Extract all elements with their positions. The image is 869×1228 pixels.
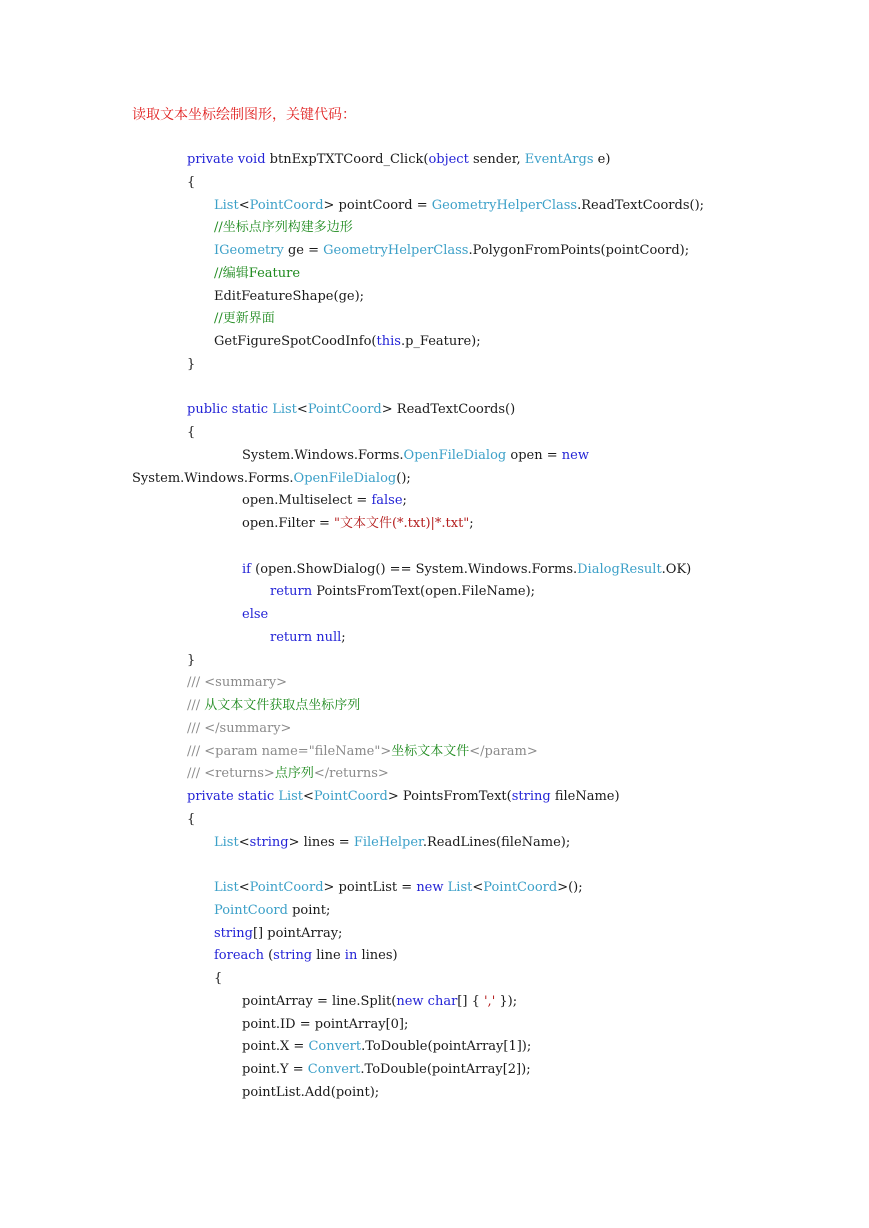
code-token: point; (287, 902, 331, 918)
code-token: pointArray = line.Split( (242, 993, 397, 1009)
code-token: return (270, 629, 313, 645)
code-token: < (238, 880, 250, 895)
code-token: .ToDouble(pointArray[2]); (360, 1062, 531, 1077)
code-line (214, 287, 364, 307)
code-token: string (249, 834, 289, 850)
code-token: System.Windows.Forms. (132, 470, 294, 486)
code-token: point.Y = (242, 1062, 308, 1077)
code-token: /// <param name="fileName"> (187, 743, 392, 759)
code-token: [] pointArray; (252, 925, 343, 941)
code-token: point.X = (242, 1039, 309, 1055)
code-line (242, 446, 589, 466)
code-line (214, 241, 689, 261)
code-token: private (187, 789, 234, 804)
code-token: .OK) (661, 561, 692, 577)
code-token: 从文本文件获取点坐标序列 (204, 698, 361, 713)
code-token: IGeometry (214, 243, 284, 258)
code-line (214, 901, 330, 921)
code-token: PointCoord (214, 902, 288, 918)
code-line (214, 264, 300, 284)
code-token: "文本文件(*.txt)|*.txt" (333, 516, 470, 531)
code-token: public (187, 402, 228, 418)
code-token: List (272, 402, 297, 418)
code-line (242, 1060, 531, 1080)
code-token: string (273, 948, 313, 964)
code-token: static (237, 789, 275, 804)
code-token: </returns> (313, 766, 389, 782)
code-token: PointCoord (307, 402, 382, 418)
code-token: lines) (357, 948, 398, 964)
code-token: < (296, 402, 308, 418)
code-line (214, 946, 398, 966)
code-token: open.Filter = (242, 516, 334, 531)
code-line (187, 423, 195, 443)
code-token: System.Windows.Forms. (242, 447, 404, 463)
code-line (214, 309, 275, 329)
code-line (187, 150, 610, 170)
code-line (214, 218, 353, 238)
code-line (214, 196, 704, 216)
code-token: string (214, 925, 253, 941)
code-token: OpenFileDialog (293, 470, 397, 486)
code-token: List (214, 834, 239, 850)
code-token: </param> (469, 743, 538, 759)
code-token: PointCoord (483, 880, 558, 895)
code-token: FileHelper (353, 834, 423, 850)
code-line (242, 514, 474, 534)
code-token: e) (593, 152, 611, 167)
code-token: new (561, 447, 589, 463)
code-token: static (231, 402, 269, 418)
code-token: ( (263, 948, 274, 964)
code-line (242, 605, 268, 625)
code-token: GetFigureSpotCoodInfo( (214, 334, 377, 349)
code-token: private (187, 152, 234, 167)
code-token: 坐标文本文件 (391, 743, 470, 759)
code-line (242, 1015, 408, 1035)
code-token: } (187, 356, 196, 372)
code-token: PointCoord (313, 789, 388, 804)
section-heading: 读取文本坐标绘制图形，关键代码： (132, 107, 356, 123)
code-token: new (396, 993, 424, 1009)
code-token: OpenFileDialog (403, 447, 507, 463)
code-token: < (238, 834, 250, 850)
code-token: < (472, 880, 484, 895)
code-token: ; (402, 493, 407, 509)
code-token: /// <returns> (187, 766, 275, 782)
code-line (214, 833, 570, 853)
code-line (187, 673, 287, 693)
code-token: open.Multiselect = (242, 493, 372, 509)
code-token: { (187, 811, 196, 827)
code-line (132, 469, 411, 489)
code-line (242, 992, 517, 1012)
code-token: return (270, 584, 313, 600)
code-token: } (187, 652, 196, 668)
code-token: open = (506, 447, 562, 463)
code-line (187, 719, 291, 739)
code-line (187, 787, 620, 807)
code-token: < (238, 197, 250, 213)
code-token: < (303, 789, 314, 804)
code-line (214, 969, 222, 989)
code-token: .ToDouble(pointArray[1]); (361, 1039, 532, 1055)
code-line (187, 810, 195, 830)
code-line (187, 742, 538, 762)
code-line (187, 355, 195, 375)
code-token: //坐标点序列构建多边形 (214, 220, 353, 236)
code-token: ge = (283, 243, 324, 258)
code-token: > lines = (288, 834, 354, 850)
code-token: /// </summary> (187, 720, 292, 736)
code-token: new (416, 880, 444, 895)
code-token: { (214, 971, 223, 986)
code-line (214, 924, 342, 944)
code-token: char (427, 993, 458, 1009)
code-token: DialogResult (577, 561, 662, 577)
code-token: //更新界面 (214, 311, 275, 327)
code-token: false (371, 493, 403, 509)
code-token: ; (341, 629, 346, 645)
code-token: 点序列 (274, 766, 314, 782)
code-token: point.ID = pointArray[0]; (242, 1016, 409, 1032)
code-token: .PolygonFromPoints(pointCoord); (468, 243, 690, 258)
code-token: EventArgs (524, 152, 594, 167)
code-token: PointCoord (249, 880, 324, 895)
code-line (242, 1037, 531, 1057)
code-line (270, 582, 535, 602)
code-token: /// (187, 698, 205, 713)
code-token: btnExpTXTCoord_Click( (265, 152, 429, 167)
code-token: fileName) (550, 789, 620, 804)
code-token: [] { (457, 993, 484, 1009)
code-token: if (242, 561, 251, 577)
code-token: List (214, 197, 239, 213)
code-token: sender, (468, 152, 525, 167)
code-token: > ReadTextCoords() (381, 402, 516, 418)
code-line (187, 173, 195, 193)
code-token: List (447, 880, 473, 895)
code-token: foreach (214, 948, 264, 964)
code-token: >(); (557, 880, 583, 895)
code-token: PointCoord (249, 197, 324, 213)
code-token: .p_Feature); (400, 334, 481, 349)
code-token: { (187, 425, 196, 440)
code-token: > pointList = (323, 880, 417, 895)
code-line (270, 628, 346, 648)
code-token: this (376, 334, 401, 349)
code-line (242, 491, 407, 511)
code-token: .ReadLines(fileName); (422, 834, 571, 850)
code-token: string (511, 789, 551, 804)
code-token: void (237, 152, 266, 167)
code-token: }); (495, 993, 518, 1009)
code-line (187, 651, 195, 671)
code-token: > pointCoord = (323, 197, 432, 213)
code-token: EditFeatureShape(ge); (214, 288, 365, 304)
code-token: ',' (483, 993, 496, 1009)
code-token: List (214, 880, 239, 895)
code-token: { (187, 174, 196, 190)
code-token: object (428, 152, 469, 167)
code-token: line (312, 948, 345, 964)
code-token: GeometryHelperClass (431, 197, 578, 213)
code-token: > PointsFromText( (387, 789, 512, 804)
code-token: (open.ShowDialog() == System.Windows.Forms. (250, 561, 578, 577)
code-line (187, 764, 389, 784)
code-line (214, 332, 481, 352)
code-token: ; (469, 516, 474, 531)
code-token: (); (396, 470, 411, 486)
code-line (242, 560, 691, 580)
code-token: Convert (307, 1062, 361, 1077)
code-token: PointsFromText(open.FileName); (312, 584, 536, 600)
code-token: else (242, 607, 269, 622)
code-line (187, 696, 360, 716)
code-token: List (278, 789, 303, 804)
code-line (187, 400, 515, 420)
code-line (214, 878, 583, 898)
code-token: in (344, 948, 358, 964)
code-token: //编辑Feature (214, 265, 301, 281)
code-line (242, 1083, 379, 1103)
code-token: Convert (308, 1039, 362, 1055)
code-token: pointList.Add(point); (242, 1084, 380, 1100)
code-token: GeometryHelperClass (323, 243, 469, 258)
code-token: .ReadTextCoords(); (577, 197, 705, 213)
code-token: null (316, 629, 342, 645)
code-token: /// <summary> (187, 675, 288, 691)
